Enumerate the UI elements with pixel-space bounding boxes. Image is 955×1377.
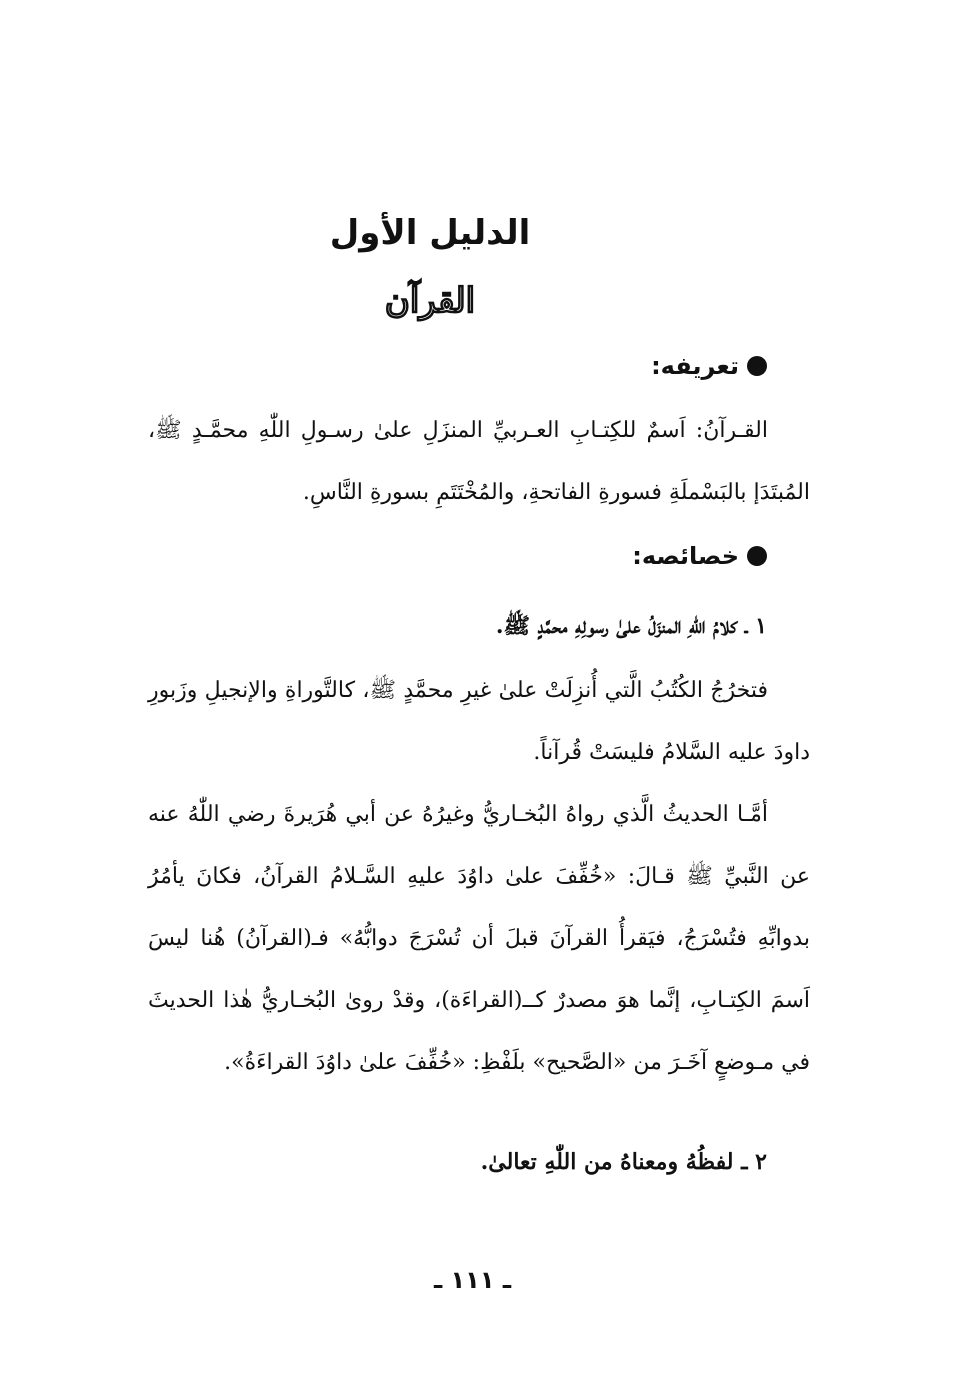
definition-paragraph [148, 400, 810, 524]
definition-heading [651, 346, 767, 386]
definition-label: تعريفه: [651, 352, 739, 380]
chapter-title: الدليل الأول [329, 213, 531, 253]
characteristic-item-2: ٢ ـ لفظُهُ ومعناهُ من اللّٰهِ تعالىٰ. [480, 1149, 767, 1175]
page-number: ـ ١١١ ـ [433, 1266, 512, 1294]
bullet-icon [747, 546, 767, 566]
characteristics-label: خصائصه: [632, 542, 739, 570]
characteristic-paragraph-1 [148, 660, 810, 784]
paragraph-text: فتخرُجُ الكُتُبُ الَّتي أُنزِلَتْ علىٰ غيرِ محمَّدٍ ﷺ، كالتَّوراةِ والإنجيلِ وزَبورِ داودَ عليه السَّلامُ فليسَتْ قُرآناً. [148, 678, 810, 765]
definition-text: القـرآنُ: اَسمٌ للكِتـابِ العـربيِّ المنزَلِ علىٰ رسـولِ اللّٰهِ محمَّـدٍ ﷺ، المُبتَدَإ بالبَسْملَةِ فسورةِ الفاتحةِ، والمُخْتَتَمِ بسورةِ النَّاسِ. [148, 418, 810, 505]
chapter-subtitle: القرآن [384, 281, 476, 321]
bullet-icon [747, 356, 767, 376]
characteristics-heading [632, 536, 767, 576]
paragraph-text: أمَّـا الحديثُ الَّذي رواهُ البُخـاريُّ وغيرُهُ عن أبي هُرَيرةَ رضي اللّٰهُ عنه عن النَّبيِّ ﷺ قـالَ: «خُفِّفَ علىٰ داوُدَ عليهِ السَّـلامُ القرآنُ، فكانَ يأمُرُ بدوابِّهِ فتُسْرَجُ، فيَقرأُ القرآنَ قبلَ أن تُسْرَجَ دوابُّهُ» فـ(القرآنُ) هُنا ليسَ اَسمَ الكِتـابِ، إنَّما هوَ مصدرٌ كــ(القراءَة)، وقدْ روىٰ البُخـاريُّ هٰذا الحديثَ في مـوضعٍ آخَـرَ من «الصَّحيح» بلَفْظِ: «خُفِّفَ علىٰ داوُدَ القراءَةُ». [148, 802, 810, 1075]
characteristic-paragraph-2 [148, 784, 810, 1094]
characteristic-item-1: ١ ـ كلامُ اللّٰهِ المنزَلُ علىٰ رسولِهِ محمَّدٍ ﷺ. [495, 613, 767, 639]
